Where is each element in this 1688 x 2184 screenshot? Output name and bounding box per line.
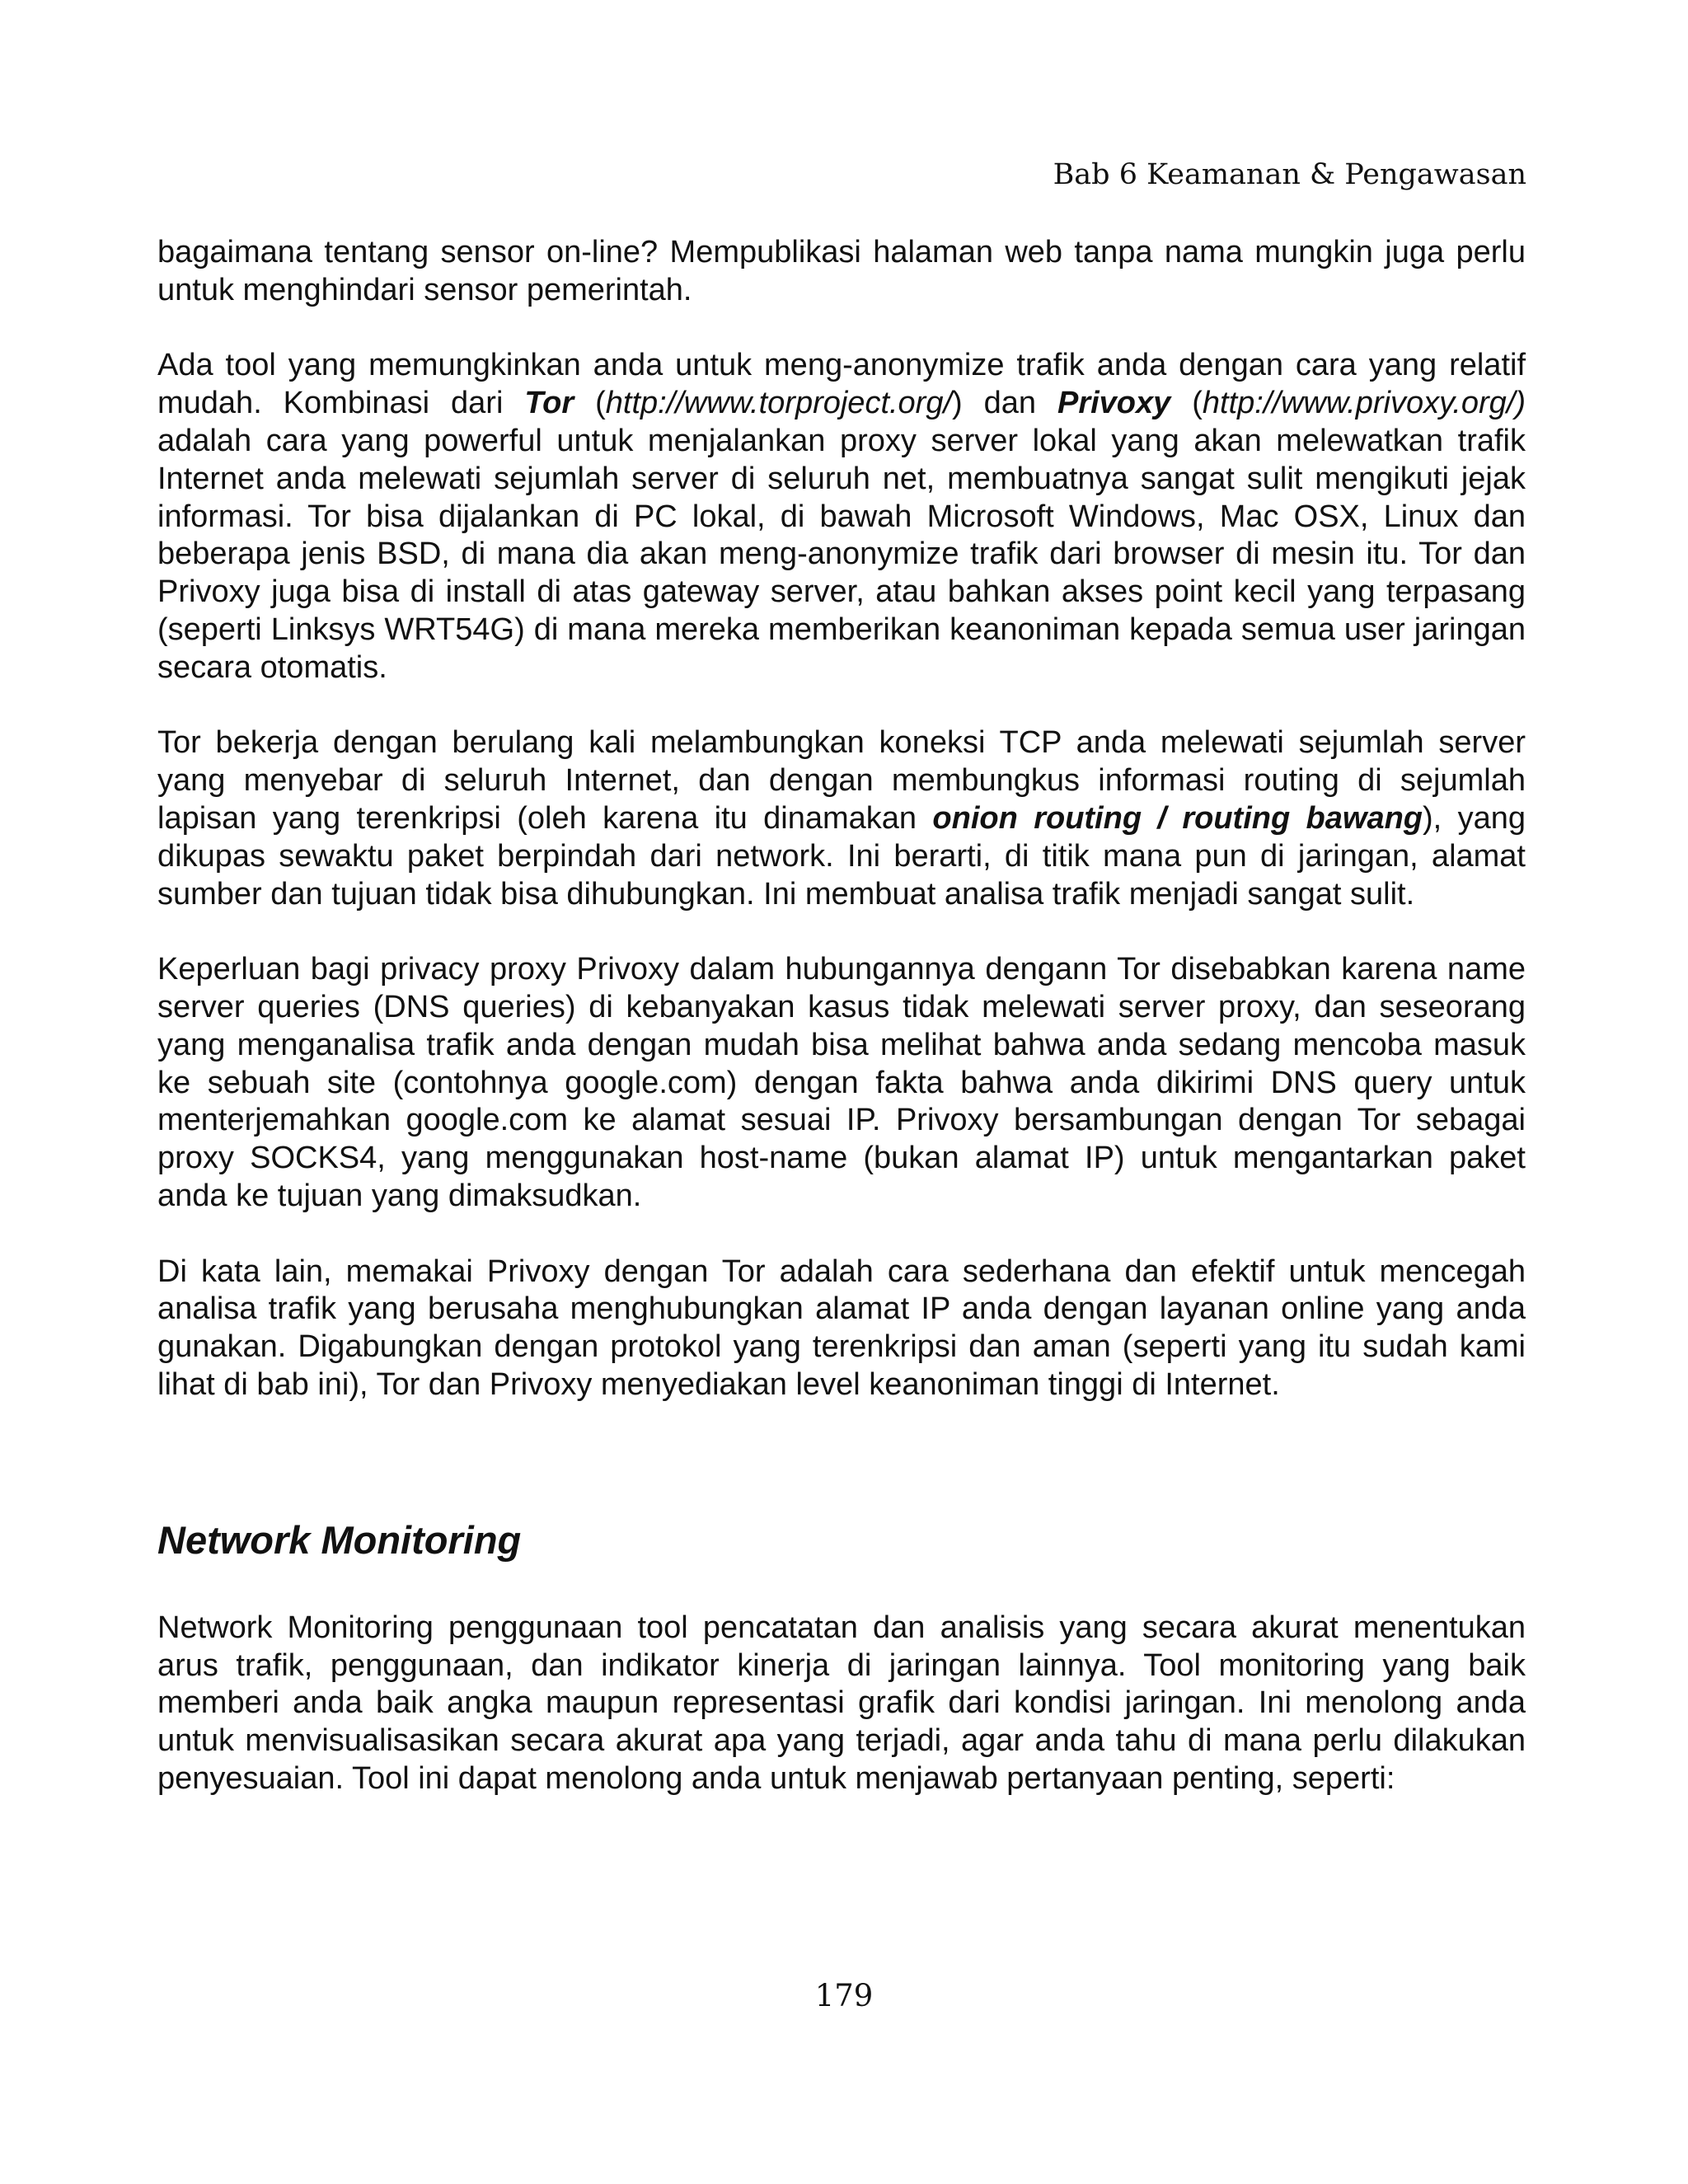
text-run: ( bbox=[574, 386, 606, 421]
paragraph-privoxy-dns: Keperluan bagi privacy proxy Privoxy dalam hubungannya dengann Tor disebabkan karena name server queries (DNS queries) di kebanyakan kasus tidak melewati server proxy, dan seseorang yang menganalisa trafik anda dengan mudah bisa melihat bahwa anda sedang mencoba masuk ke sebuah site (contohnya google.com) dengan fakta bahwa anda dikirimi DNS query untuk menterjemahkan google.com ke alamat sesuai IP. Privoxy bersambungan dengan Tor sebagai proxy SOCKS4, yang menggunakan host-name (bukan alamat IP) untuk mengantarkan paket anda ke tujuan yang dimaksudkan. bbox=[157, 952, 1526, 1213]
page-body bbox=[157, 234, 1526, 1798]
text-run: ) dan bbox=[952, 386, 1057, 421]
section-heading-network-monitoring: Network Monitoring bbox=[157, 1517, 522, 1562]
page-number: 179 bbox=[814, 1978, 874, 2013]
text-run: ( bbox=[1170, 386, 1203, 421]
paragraph-onion-routing bbox=[157, 724, 1526, 913]
privoxy-term: Privoxy bbox=[1057, 386, 1171, 421]
text-run: adalah cara yang powerful untuk menjalankan proxy server lokal yang akan melewatkan trafik Internet anda melewati sejumlah server di seluruh net, membuatnya sangat sulit mengikuti jejak informasi. Tor bisa dijalankan di PC lokal, di bawah Microsoft Windows, Mac OSX, Linux dan beberapa jenis BSD, di mana dia akan meng-anonymize trafik dari browser di mesin itu. Tor dan Privoxy juga bisa di install di atas gateway server, atau bahkan akses point kecil yang terpasang (seperti Linksys WRT54G) di mana mereka memberikan keanoniman kepada semua user jaringan secara otomatis. bbox=[157, 423, 1526, 685]
text-run: ), yang dikupas sewaktu paket berpindah dari network. Ini berarti, di titik mana pun di jaringan, alamat sumber dan tujuan tidak bisa dihubungkan. Ini membuat analisa trafik menjadi sangat sulit. bbox=[157, 800, 1526, 912]
privoxy-url-link[interactable]: http://www.privoxy.org/) bbox=[1202, 386, 1526, 421]
paragraph-tor-privoxy-intro bbox=[157, 347, 1526, 687]
text-run: Ada tool yang memungkinkan anda untuk meng-anonymize trafik anda dengan cara yang relatif mudah. Kombinasi dari bbox=[157, 348, 1526, 421]
tor-url-link[interactable]: http://www.torproject.org/ bbox=[605, 386, 953, 421]
text-run: Tor bekerja dengan berulang kali melambungkan koneksi TCP anda melewati sejumlah server yang menyebar di seluruh Internet, dan dengan membungkus informasi routing di sejumlah lapisan yang terenkripsi (oleh karena itu dinamakan bbox=[157, 725, 1526, 836]
tor-term: Tor bbox=[524, 386, 574, 421]
paragraph-online-censorship: bagaimana tentang sensor on-line? Mempublikasi halaman web tanpa nama mungkin juga perlu untuk menghindari sensor pemerintah. bbox=[157, 235, 1526, 307]
running-header: Bab 6 Keamanan & Pengawasan bbox=[1053, 158, 1526, 191]
paragraph-network-monitoring: Network Monitoring penggunaan tool pencatatan dan analisis yang secara akurat menentukan arus trafik, penggunaan, dan indikator kinerja di jaringan lainnya. Tool monitoring yang baik memberi anda baik angka maupun representasi grafik dari kondisi jaringan. Ini menolong anda untuk menvisualisasikan secara akurat apa yang terjadi, agar anda tahu di mana perlu dilakukan penyesuaian. Tool ini dapat menolong anda untuk menjawab pertanyaan penting, seperti: bbox=[157, 1610, 1526, 1796]
paragraph-summary: Di kata lain, memakai Privoxy dengan Tor adalah cara sederhana dan efektif untuk mencegah analisa trafik yang berusaha menghubungkan alamat IP anda dengan layanan online yang anda gunakan. Digabungkan dengan protokol yang terenkripsi dan aman (seperti yang itu sudah kami lihat di bab ini), Tor dan Privoxy menyediakan level keanoniman tinggi di Internet. bbox=[157, 1254, 1526, 1402]
onion-routing-term: onion routing / routing bawang bbox=[932, 800, 1423, 836]
